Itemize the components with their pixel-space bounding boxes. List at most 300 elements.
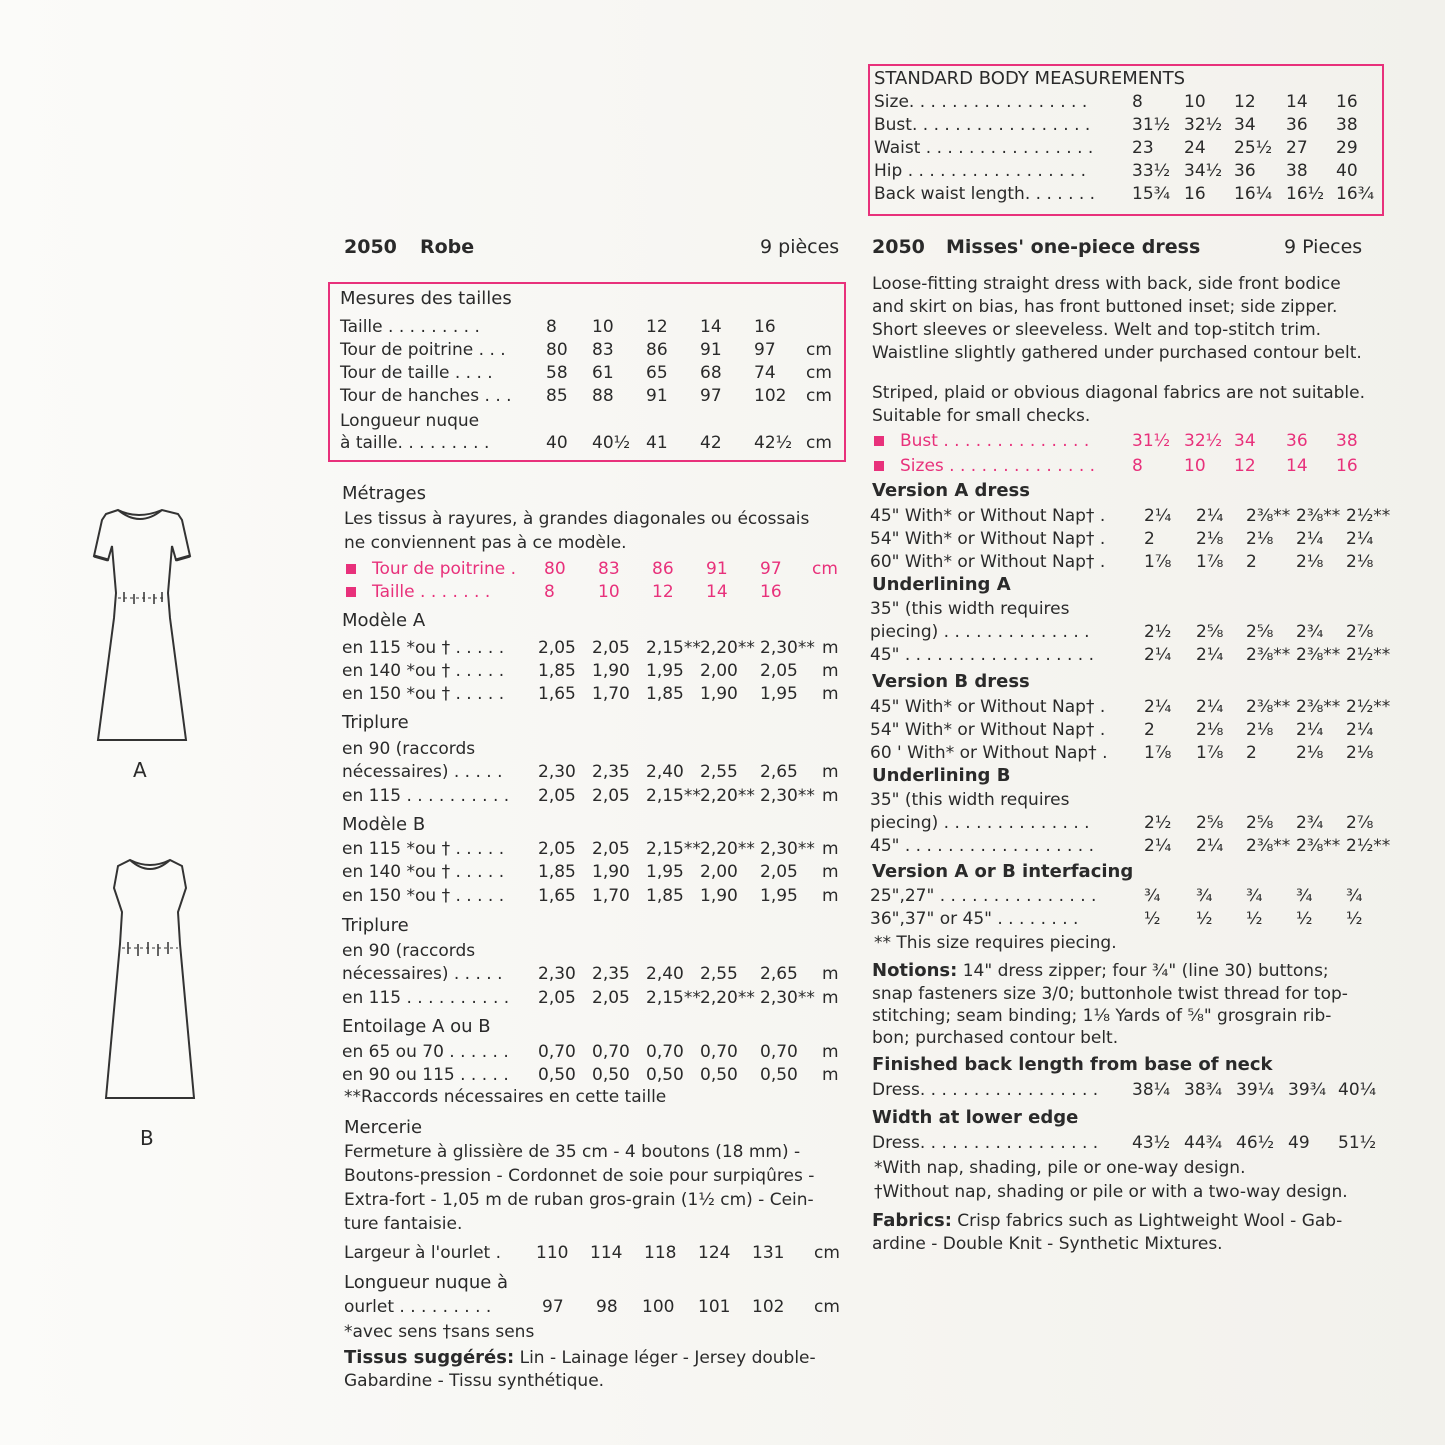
row-value: 2⅝ — [1246, 813, 1274, 833]
row-value: 2⅞ — [1346, 813, 1374, 833]
row-value: 38¼ — [1132, 1080, 1171, 1100]
row-label: Tour de hanches . . . — [340, 386, 512, 406]
fr-yardage-row — [342, 683, 902, 705]
row-value: 98 — [596, 1297, 618, 1317]
en-yardage-row — [870, 528, 1430, 550]
en-finished-line — [872, 1079, 1432, 1101]
row-label: nécessaires) . . . . . — [342, 762, 503, 782]
row-value: 2,30 — [538, 964, 576, 984]
row-value: 97 — [754, 340, 776, 360]
fr-size-reference-row — [346, 558, 906, 580]
row-label: en 140 *ou † . . . . . — [342, 862, 505, 882]
row-value: 14 — [706, 582, 728, 602]
fr-section-title: Triplure — [342, 915, 409, 936]
row-value: 38 — [1336, 431, 1358, 451]
row-value: 2⅛ — [1246, 529, 1274, 549]
fr-yardage-row — [342, 738, 902, 760]
row-label: Tour de poitrine . — [372, 559, 517, 579]
row-value: 2 — [1144, 720, 1155, 740]
en-description-line: Loose-fitting straight dress with back, side front bodice — [872, 274, 1341, 294]
row-value: 2⅛ — [1296, 552, 1324, 572]
row-value: 131 — [752, 1243, 785, 1263]
row-value: 51½ — [1338, 1133, 1377, 1153]
en-notions-line: stitching; seam binding; 1⅛ Yards of ⅝" grosgrain rib- — [872, 1006, 1332, 1026]
en-yardage-row — [870, 551, 1430, 573]
row-label: en 65 ou 70 . . . . . . — [342, 1042, 509, 1062]
en-description-line: Short sleeves or sleeveless. Welt and top-stitch trim. — [872, 320, 1322, 340]
row-value: 34½ — [1184, 161, 1223, 181]
row-unit: m — [822, 988, 839, 1008]
row-value: 2,30** — [760, 839, 815, 859]
row-unit: m — [822, 862, 839, 882]
row-label: en 90 ou 115 . . . . . — [342, 1065, 509, 1085]
row-value: 31½ — [1132, 115, 1171, 135]
row-value: ¾ — [1296, 886, 1313, 906]
row-value: 1,85 — [538, 862, 576, 882]
pink-bullet-icon — [874, 461, 884, 471]
row-value: ½ — [1246, 909, 1263, 929]
row-value: 34 — [1234, 431, 1256, 451]
row-value: 2⅜** — [1246, 645, 1291, 665]
row-label: piecing) . . . . . . . . . . . . . . — [870, 622, 1090, 642]
fr-mercerie-line: Extra-fort - 1,05 m de ruban gros-grain (1½ cm) - Cein- — [344, 1190, 814, 1210]
fr-tissus — [344, 1347, 816, 1368]
row-value: 0,50 — [700, 1065, 738, 1085]
row-label: Taille . . . . . . . — [372, 582, 491, 602]
row-value: 1,65 — [538, 886, 576, 906]
row-value: 1,70 — [592, 684, 630, 704]
fr-measurements-title: Mesures des tailles — [340, 288, 512, 309]
row-label: 60 ' With* or Without Nap† . — [870, 743, 1108, 763]
row-value: 16¼ — [1234, 184, 1273, 204]
row-value: 2,15** — [646, 638, 701, 658]
row-value: 42 — [700, 433, 722, 453]
row-value: 1,70 — [592, 886, 630, 906]
en-section-title: Version A dress — [872, 480, 1030, 501]
row-value: 124 — [698, 1243, 731, 1263]
fr-tissus-line-2: Gabardine - Tissu synthétique. — [344, 1371, 605, 1391]
row-value: 61 — [592, 363, 614, 383]
row-label: Largeur à l'ourlet . — [344, 1243, 502, 1263]
row-value: 2,20** — [700, 839, 755, 859]
fr-yardage-row — [342, 987, 902, 1009]
row-value: 2⅜** — [1296, 836, 1341, 856]
row-label: 60" With* or Without Nap† . — [870, 552, 1106, 572]
row-value: ¾ — [1346, 886, 1363, 906]
en-fabrics-title: Fabrics: — [872, 1210, 952, 1231]
row-value: 0,50 — [538, 1065, 576, 1085]
row-value: 118 — [644, 1243, 677, 1263]
row-unit: m — [822, 839, 839, 859]
fr-section-title: Entoilage A ou B — [342, 1016, 491, 1037]
row-label: Dress. . . . . . . . . . . . . . . . . — [872, 1133, 1099, 1153]
row-value: 2¼ — [1196, 697, 1224, 717]
row-value: 1,95 — [760, 684, 798, 704]
row-label: Longueur nuque — [340, 411, 480, 431]
row-value: 8 — [544, 582, 555, 602]
en-standard-row — [874, 91, 1434, 113]
en-with-nap: *With nap, shading, pile or one-way design. — [874, 1158, 1246, 1178]
row-value: 2¼ — [1196, 645, 1224, 665]
fr-yardage-row — [342, 761, 902, 783]
row-value: 2,35 — [592, 762, 630, 782]
row-value: 101 — [698, 1297, 731, 1317]
row-label: Dress. . . . . . . . . . . . . . . . . — [872, 1080, 1099, 1100]
row-value: 2⅛ — [1196, 529, 1224, 549]
fr-longueur-line — [344, 1296, 904, 1318]
en-pieces: 9 Pieces — [1284, 236, 1363, 258]
en-yardage-row — [870, 908, 1430, 930]
row-label: 35" (this width requires — [870, 790, 1070, 810]
row-value: 2⅝ — [1196, 622, 1224, 642]
fr-yardage-row — [342, 660, 902, 682]
row-value: 12 — [1234, 456, 1256, 476]
row-value: 2,05 — [538, 988, 576, 1008]
row-value: 0,50 — [646, 1065, 684, 1085]
en-fabric-note-line: Striped, plaid or obvious diagonal fabrics are not suitable. — [872, 383, 1365, 403]
row-value: 14 — [700, 317, 722, 337]
row-value: 2½ — [1144, 813, 1172, 833]
fr-size-reference-row — [346, 581, 906, 603]
row-value: 0,70 — [646, 1042, 684, 1062]
row-value: 0,50 — [592, 1065, 630, 1085]
row-unit: cm — [814, 1297, 840, 1317]
row-unit: m — [822, 762, 839, 782]
row-unit: m — [822, 1042, 839, 1062]
row-label: 54" With* or Without Nap† . — [870, 529, 1106, 549]
row-value: 2⅜** — [1296, 645, 1341, 665]
fr-section-title: Triplure — [342, 712, 409, 733]
row-value: 2⅛ — [1296, 743, 1324, 763]
en-size-reference-row — [874, 455, 1434, 477]
figure-b-label: B — [140, 1126, 154, 1150]
row-value: 8 — [1132, 92, 1143, 112]
row-value: 10 — [1184, 92, 1206, 112]
row-value: 2¼ — [1144, 836, 1172, 856]
row-label: Back waist length. . . . . . . — [874, 184, 1096, 204]
row-value: 2½ — [1144, 622, 1172, 642]
row-value: 91 — [700, 340, 722, 360]
row-label: 36",37" or 45" . . . . . . . . — [870, 909, 1079, 929]
row-value: 2¾ — [1296, 622, 1324, 642]
row-unit: cm — [806, 340, 832, 360]
fr-pieces: 9 pièces — [760, 236, 840, 258]
row-label: Waist . . . . . . . . . . . . . . . . — [874, 138, 1094, 158]
fr-yardage-row — [342, 861, 902, 883]
en-without-nap: †Without nap, shading or pile or with a two-way design. — [874, 1182, 1348, 1202]
row-value: 31½ — [1132, 431, 1171, 451]
row-value: 2⅜** — [1246, 697, 1291, 717]
fr-measurement-row — [340, 385, 900, 407]
row-value: 91 — [646, 386, 668, 406]
en-notions-line: snap fasteners size 3/0; buttonhole twist thread for top- — [872, 984, 1348, 1004]
fr-measurement-row — [340, 339, 900, 361]
fr-longueur-title: Longueur nuque à — [344, 1272, 509, 1293]
row-value: 36 — [1286, 431, 1308, 451]
fr-section-title: Modèle B — [342, 814, 426, 835]
row-value: 2 — [1246, 743, 1257, 763]
en-yardage-row — [870, 835, 1430, 857]
row-label: Bust . . . . . . . . . . . . . . — [900, 431, 1090, 451]
row-value: 1,95 — [646, 862, 684, 882]
row-value: 2⅛ — [1346, 552, 1374, 572]
row-value: 2,05 — [538, 786, 576, 806]
row-value: 88 — [592, 386, 614, 406]
row-value: 2,30** — [760, 988, 815, 1008]
row-value: 2½** — [1346, 697, 1391, 717]
row-unit: cm — [812, 559, 838, 579]
row-value: 2 — [1144, 529, 1155, 549]
row-value: 40 — [546, 433, 568, 453]
row-value: 2¼ — [1144, 645, 1172, 665]
row-value: 2⅜** — [1246, 836, 1291, 856]
row-value: 0,70 — [592, 1042, 630, 1062]
row-value: 8 — [1132, 456, 1143, 476]
fr-measurement-row — [340, 410, 900, 432]
fr-pattern-number: 2050 — [344, 236, 397, 258]
row-value: 2,05 — [760, 862, 798, 882]
row-value: 2,00 — [700, 661, 738, 681]
en-yardage-row — [870, 885, 1430, 907]
en-yardage-row — [870, 719, 1430, 741]
fr-mercerie-title: Mercerie — [344, 1117, 423, 1138]
en-finished-title: Finished back length from base of neck — [872, 1054, 1273, 1075]
dress-a-sketch — [80, 498, 220, 758]
row-value: 36 — [1286, 115, 1308, 135]
row-value: 0,70 — [760, 1042, 798, 1062]
row-value: 2,65 — [760, 762, 798, 782]
row-value: 40½ — [592, 433, 631, 453]
row-value: 33½ — [1132, 161, 1171, 181]
row-value: 1⅞ — [1144, 743, 1172, 763]
en-yardage-row — [870, 742, 1430, 764]
row-unit: cm — [806, 386, 832, 406]
row-label: en 90 (raccords — [342, 739, 476, 759]
row-value: 91 — [706, 559, 728, 579]
en-notions-title: Notions: — [872, 960, 958, 981]
row-value: 25½ — [1234, 138, 1273, 158]
row-value: 40¼ — [1338, 1080, 1377, 1100]
fr-metrages-note-2: ne conviennent pas à ce modèle. — [344, 533, 627, 553]
row-value: 43½ — [1132, 1133, 1171, 1153]
row-label: 45" . . . . . . . . . . . . . . . . . . — [870, 645, 1094, 665]
row-label: 45" With* or Without Nap† . — [870, 506, 1106, 526]
row-value: 2⅜** — [1246, 506, 1291, 526]
row-value: 1,95 — [760, 886, 798, 906]
row-label: 25",27" . . . . . . . . . . . . . . . — [870, 886, 1097, 906]
row-value: 110 — [536, 1243, 569, 1263]
row-value: 2⅝ — [1196, 813, 1224, 833]
row-value: 38 — [1336, 115, 1358, 135]
fr-yardage-row — [342, 940, 902, 962]
row-label: ourlet . . . . . . . . . — [344, 1297, 492, 1317]
fr-tissus-title: Tissus suggérés: — [344, 1347, 515, 1368]
row-value: 38¾ — [1184, 1080, 1223, 1100]
row-value: 0,70 — [538, 1042, 576, 1062]
row-value: 12 — [652, 582, 674, 602]
row-value: 2¼ — [1196, 836, 1224, 856]
row-value: 2¼ — [1296, 529, 1324, 549]
en-standard-title: STANDARD BODY MEASUREMENTS — [874, 68, 1186, 89]
row-value: 42½ — [754, 433, 793, 453]
row-value: 34 — [1234, 115, 1256, 135]
row-value: 14 — [1286, 456, 1308, 476]
row-unit: m — [822, 886, 839, 906]
row-value: 2,05 — [592, 786, 630, 806]
pink-bullet-icon — [346, 587, 356, 597]
pink-bullet-icon — [874, 436, 884, 446]
row-value: 12 — [646, 317, 668, 337]
row-value: 10 — [592, 317, 614, 337]
row-unit: m — [822, 684, 839, 704]
row-value: 2,15** — [646, 839, 701, 859]
row-value: 2,30 — [538, 762, 576, 782]
row-value: 2½** — [1346, 836, 1391, 856]
row-value: 1,65 — [538, 684, 576, 704]
row-value: 39¼ — [1236, 1080, 1275, 1100]
row-label: Sizes . . . . . . . . . . . . . . — [900, 456, 1096, 476]
row-value: 15¾ — [1132, 184, 1171, 204]
row-label: nécessaires) . . . . . — [342, 964, 503, 984]
row-value: ½ — [1144, 909, 1161, 929]
en-yardage-row — [870, 598, 1430, 620]
row-label: en 90 (raccords — [342, 941, 476, 961]
row-value: 16 — [1336, 456, 1358, 476]
en-width-title: Width at lower edge — [872, 1107, 1079, 1128]
row-value: 2,30** — [760, 638, 815, 658]
row-value: 49 — [1288, 1133, 1310, 1153]
row-value: 2¾ — [1296, 813, 1324, 833]
row-unit: cm — [806, 363, 832, 383]
row-value: 32½ — [1184, 431, 1223, 451]
en-notions-line-1: 14" dress zipper; four ¾" (line 30) buttons; — [957, 961, 1329, 981]
en-width-line — [872, 1132, 1432, 1154]
en-piecing-note: ** This size requires piecing. — [874, 933, 1117, 953]
en-yardage-row — [870, 505, 1430, 527]
row-value: 2,05 — [538, 638, 576, 658]
fr-yardage-row — [342, 1041, 902, 1063]
row-unit: cm — [814, 1243, 840, 1263]
row-value: 2¼ — [1144, 697, 1172, 717]
row-value: 14 — [1286, 92, 1308, 112]
fr-measurement-row — [340, 362, 900, 384]
en-description-line: Waistline slightly gathered under purchased contour belt. — [872, 343, 1362, 363]
row-value: 39¾ — [1288, 1080, 1327, 1100]
row-value: ¾ — [1196, 886, 1213, 906]
row-value: 2⅛ — [1196, 720, 1224, 740]
row-value: 0,50 — [760, 1065, 798, 1085]
fr-yardage-row — [342, 785, 902, 807]
row-label: Bust. . . . . . . . . . . . . . . . . — [874, 115, 1091, 135]
row-value: 36 — [1234, 161, 1256, 181]
en-section-title: Underlining B — [872, 765, 1011, 786]
row-value: 41 — [646, 433, 668, 453]
row-value: 24 — [1184, 138, 1206, 158]
row-label: piecing) . . . . . . . . . . . . . . — [870, 813, 1090, 833]
row-label: en 150 *ou † . . . . . — [342, 886, 505, 906]
en-section-title: Underlining A — [872, 574, 1011, 595]
fr-yardage-row — [342, 963, 902, 985]
row-label: en 115 . . . . . . . . . . — [342, 988, 510, 1008]
row-value: 114 — [590, 1243, 623, 1263]
en-pattern-number: 2050 — [872, 236, 925, 258]
row-value: 100 — [642, 1297, 675, 1317]
row-label: en 115 . . . . . . . . . . — [342, 786, 510, 806]
row-value: 97 — [760, 559, 782, 579]
row-value: 2,15** — [646, 988, 701, 1008]
row-value: 1,85 — [646, 886, 684, 906]
en-yardage-row — [870, 644, 1430, 666]
fr-yardage-row — [342, 637, 902, 659]
en-standard-row — [874, 183, 1434, 205]
row-label: Tour de poitrine . . . — [340, 340, 506, 360]
row-value: 10 — [598, 582, 620, 602]
row-value: 12 — [1234, 92, 1256, 112]
row-value: 16¾ — [1336, 184, 1375, 204]
row-unit: m — [822, 1065, 839, 1085]
row-label: en 150 *ou † . . . . . — [342, 684, 505, 704]
row-value: 2¼ — [1144, 506, 1172, 526]
row-value: 44¾ — [1184, 1133, 1223, 1153]
row-value: 2,05 — [592, 988, 630, 1008]
row-value: 86 — [646, 340, 668, 360]
row-value: 58 — [546, 363, 568, 383]
row-value: 1,85 — [646, 684, 684, 704]
row-value: 2,05 — [592, 839, 630, 859]
row-value: 1⅞ — [1144, 552, 1172, 572]
row-label: en 140 *ou † . . . . . — [342, 661, 505, 681]
row-label: Taille . . . . . . . . . — [340, 317, 480, 337]
fr-avec-sens: *avec sens †sans sens — [344, 1322, 535, 1342]
row-value: 1,90 — [700, 886, 738, 906]
row-value: 1,85 — [538, 661, 576, 681]
row-label: à taille. . . . . . . . . — [340, 433, 490, 453]
row-value: 68 — [700, 363, 722, 383]
fr-pattern-title: Robe — [420, 236, 475, 258]
en-standard-row — [874, 114, 1434, 136]
row-value: 2⅛ — [1346, 743, 1374, 763]
row-label: 35" (this width requires — [870, 599, 1070, 619]
fr-yardage-row — [342, 838, 902, 860]
row-value: 38 — [1286, 161, 1308, 181]
row-value: 1,95 — [646, 661, 684, 681]
en-yardage-row — [870, 621, 1430, 643]
row-value: 46½ — [1236, 1133, 1275, 1153]
fr-raccords-note: **Raccords nécessaires en cette taille — [344, 1087, 667, 1107]
row-unit: m — [822, 661, 839, 681]
row-label: 45" . . . . . . . . . . . . . . . . . . — [870, 836, 1094, 856]
en-standard-row — [874, 160, 1434, 182]
row-unit: cm — [806, 433, 832, 453]
row-value: 2,20** — [700, 638, 755, 658]
row-value: 1⅞ — [1196, 743, 1224, 763]
pink-bullet-icon — [346, 564, 356, 574]
fr-tissus-line-1: Lin - Lainage léger - Jersey double- — [514, 1348, 816, 1368]
fr-mercerie-line: Boutons-pression - Cordonnet de soie pour surpiqûres - — [344, 1166, 815, 1186]
fr-yardage-row — [342, 885, 902, 907]
row-label: Tour de taille . . . . — [340, 363, 493, 383]
row-value: 2⅜** — [1296, 697, 1341, 717]
fr-mercerie-line: Fermeture à glissière de 35 cm - 4 boutons (18 mm) - — [344, 1142, 801, 1162]
figure-a-label: A — [133, 758, 147, 782]
row-value: 2,55 — [700, 964, 738, 984]
en-fabrics — [872, 1210, 1342, 1231]
row-value: 27 — [1286, 138, 1308, 158]
dress-b-sketch — [90, 852, 230, 1112]
row-value: 0,70 — [700, 1042, 738, 1062]
row-label: 54" With* or Without Nap† . — [870, 720, 1106, 740]
row-value: 74 — [754, 363, 776, 383]
